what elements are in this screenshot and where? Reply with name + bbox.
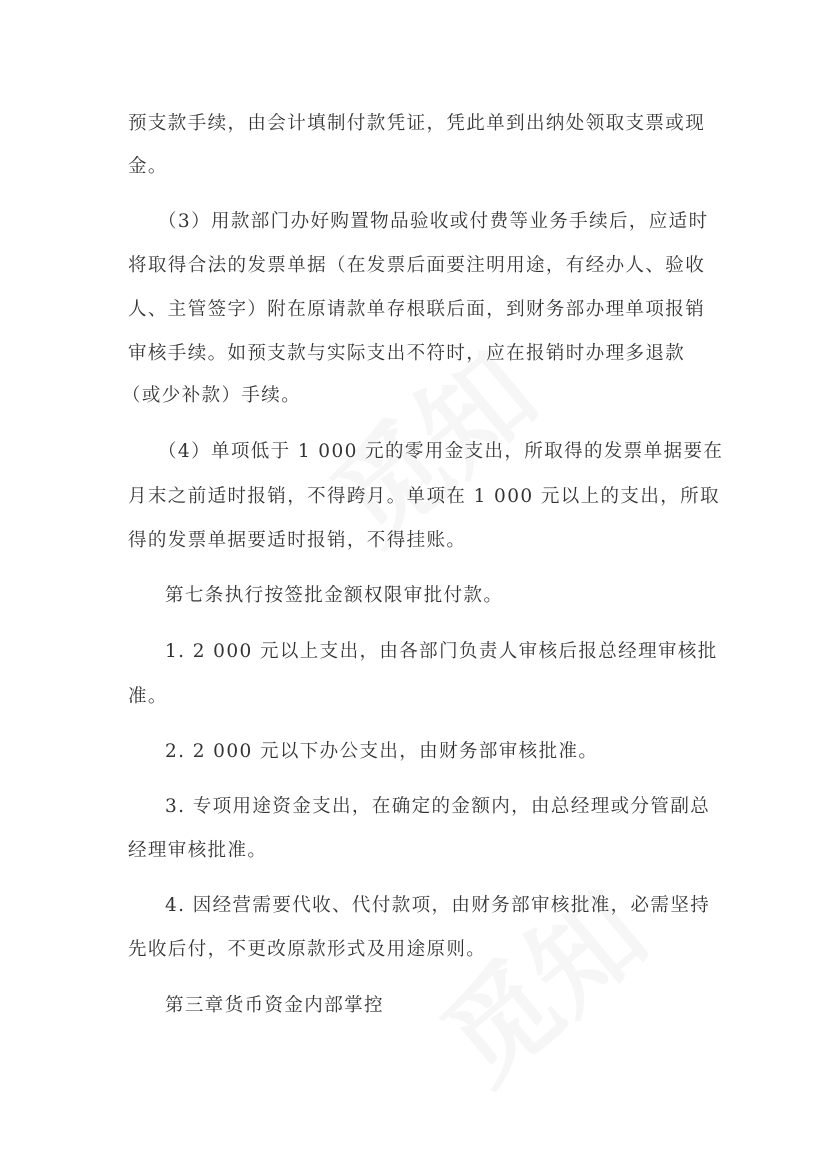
article-heading: 第七条执行按签批金额权限审批付款。	[165, 585, 504, 606]
paragraph-line: 4. 因经营需要代收、代付款项，由财务部审核批准，必需坚持	[165, 895, 711, 916]
paragraph-line: 月末之前适时报销，不得跨月。单项在 1 000 元以上的支出，所取	[128, 486, 720, 507]
paragraph-line: 预支款手续，由会计填制付款凭证，凭此单到出纳处领取支票或现	[128, 113, 706, 134]
paragraph-line: （或少补款）手续。	[122, 385, 302, 406]
paragraph-line: 将取得合法的发票单据（在发票后面要注明用途，有经办人、验收	[128, 255, 706, 276]
paragraph-line: 金。	[128, 156, 168, 177]
paragraph-line: 审核手续。如预支款与实际支出不符时，应在报销时办理多退款	[128, 343, 686, 364]
watermark	[412, 834, 708, 1116]
paragraph-line: 得的发票单据要适时报销，不得挂账。	[128, 530, 467, 551]
paragraph-line: 人、主管签字）附在原请款单存根联后面，到财务部办理单项报销	[128, 299, 706, 320]
paragraph-line: 准。	[128, 686, 168, 707]
paragraph-line: 3. 专项用途资金支出，在确定的金额内，由总经理或分管副总	[165, 796, 711, 817]
paragraph-line: （3）用款部门办好购置物品验收或付费等业务手续后，应适时	[158, 211, 709, 232]
paragraph-line: 经理审核批准。	[128, 840, 268, 861]
paragraph-line: 先收后付，不更改原款形式及用途原则。	[128, 939, 487, 960]
paragraph-line: （4）单项低于 1 000 元的零用金支出，所取得的发票单据要在	[158, 441, 724, 462]
paragraph-line: 1. 2 000 元以上支出，由各部门负责人审核后报总经理审核批	[165, 641, 718, 662]
chapter-heading: 第三章货币资金内部掌控	[165, 995, 384, 1016]
paragraph-line: 2. 2 000 元以下办公支出，由财务部审核批准。	[165, 741, 599, 762]
